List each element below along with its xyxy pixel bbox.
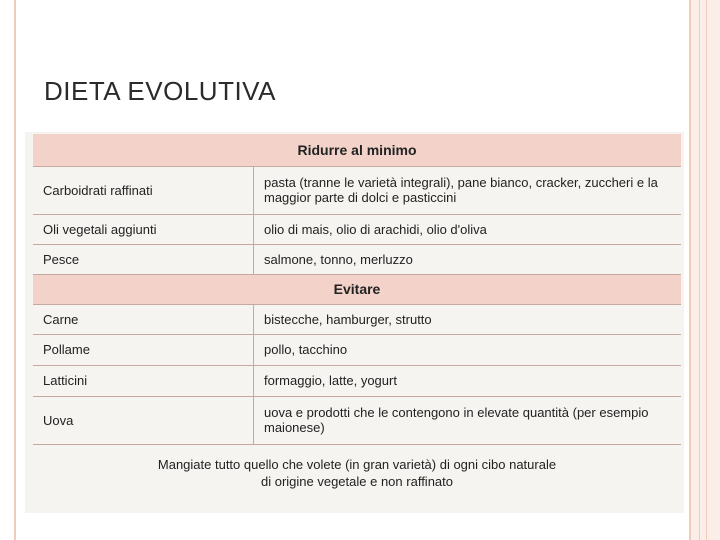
diet-table	[33, 134, 681, 445]
section-header-avoid	[33, 274, 681, 304]
food-examples: pasta (tranne le varietà integrali), pane bianco, cracker, zuccheri e la maggior parte di dolci e pasticcini	[254, 166, 682, 214]
diet-table-image	[25, 132, 684, 513]
table-row	[33, 396, 681, 444]
left-border	[0, 0, 16, 540]
footer-line-1: Mangiate tutto quello che volete (in gran varietà) di ogni cibo naturale	[157, 457, 557, 472]
food-category: Uova	[33, 396, 254, 444]
food-category: Carne	[33, 304, 254, 334]
food-examples: olio di mais, olio di arachidi, olio d'oliva	[254, 214, 682, 244]
table-row	[33, 214, 681, 244]
food-examples: uova e prodotti che le contengono in elevate quantità (per esempio maionese)	[254, 396, 682, 444]
food-category: Pollame	[33, 334, 254, 365]
food-category: Carboidrati raffinati	[33, 166, 254, 214]
table-row	[33, 244, 681, 274]
footer-line-2: di origine vegetale e non raffinato	[260, 474, 453, 489]
food-examples: pollo, tacchino	[254, 334, 682, 365]
food-examples: bistecche, hamburger, strutto	[254, 304, 682, 334]
section-title: Ridurre al minimo	[33, 134, 681, 166]
food-category: Oli vegetali aggiunti	[33, 214, 254, 244]
table-row	[33, 304, 681, 334]
section-title: Evitare	[33, 274, 681, 304]
food-category: Pesce	[33, 244, 254, 274]
food-examples: salmone, tonno, merluzzo	[254, 244, 682, 274]
table-footer-note	[33, 456, 681, 490]
right-border-lines	[699, 0, 707, 540]
right-decorative-border	[689, 0, 720, 540]
food-category: Latticini	[33, 365, 254, 396]
table-row	[33, 365, 681, 396]
section-header-reduce	[33, 134, 681, 166]
table-row	[33, 166, 681, 214]
food-examples: formaggio, latte, yogurt	[254, 365, 682, 396]
table-row	[33, 334, 681, 365]
slide-title: DIETA EVOLUTIVA	[44, 76, 276, 106]
